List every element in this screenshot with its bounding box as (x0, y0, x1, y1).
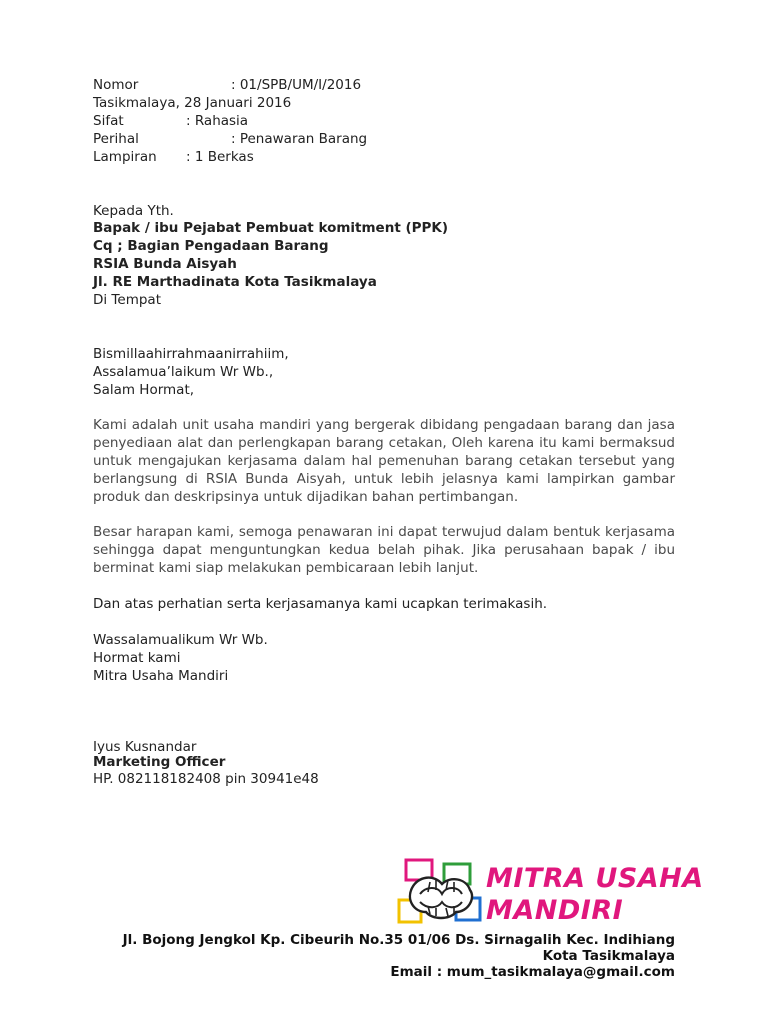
recipient-line-5: Di Tempat (93, 292, 161, 308)
footer-address: Jl. Bojong Jengkol Kp. Cibeurih No.35 01/06 Ds. Sirnagalih Kec. Indihiang (122, 932, 675, 948)
recipient-kepada: Kepada Yth. (93, 203, 174, 219)
date-line: Tasikmalaya, 28 Januari 2016 (93, 95, 292, 111)
closing-line-1: Wassalamualikum Wr Wb. (93, 632, 268, 648)
recipient-line-1: Bapak / ibu Pejabat Pembuat komitment (PPK) (93, 220, 449, 236)
logo-text-line-1: MITRA USAHA (486, 863, 704, 894)
hands-logo-icon (396, 858, 486, 928)
body-paragraph-2: Besar harapan kami, semoga penawaran ini dapat terwujud dalam bentuk kerjasama sehingga dapat menguntungkan kedua belah pihak. Jika perusahaan bapak / ibu berminat kami siap melakukan pembicaraan lebih lanjut. (93, 524, 675, 576)
recipient-line-3: RSIA Bunda Aisyah (93, 256, 237, 272)
body-paragraph-3: Dan atas perhatian serta kerjasamanya kami ucapkan terimakasih. (93, 596, 548, 612)
sifat-value: : Rahasia (186, 113, 249, 129)
recipient-line-4: Jl. RE Marthadinata Kota Tasikmalaya (93, 274, 377, 290)
recipient-line-2: Cq ; Bagian Pengadaan Barang (93, 238, 329, 254)
greeting-line-1: Bismillaahirrahmaanirrahiim, (93, 346, 289, 362)
signer-name: Iyus Kusnandar (93, 739, 197, 755)
nomor-value: : 01/SPB/UM/I/2016 (231, 77, 362, 93)
lampiran-label: Lampiran (93, 149, 157, 165)
body-paragraph-1: Kami adalah unit usaha mandiri yang bergerak dibidang pengadaan barang dan jasa penyediaan alat dan perlengkapan barang cetakan, Oleh karena itu kami bermaksud untuk mengajukan kerjasama dalam hal pemenuhan barang cetakan tersebut yang berlangsung di RSIA Bunda Aisyah, untuk lebih jelasnya kami lampirkan gambar produk dan deskripsinya untuk dijadikan bahan pertimbangan. (93, 417, 675, 505)
perihal-value: : Penawaran Barang (231, 131, 368, 147)
logo-text-line-2: MANDIRI (486, 895, 624, 926)
closing-line-3: Mitra Usaha Mandiri (93, 668, 229, 684)
greeting-line-2: Assalamua’laikum Wr Wb., (93, 364, 274, 380)
signer-phone: HP. 082118182408 pin 30941e48 (93, 771, 319, 787)
sifat-label: Sifat (93, 113, 124, 129)
signer-title: Marketing Officer (93, 754, 226, 770)
nomor-label: Nomor (93, 77, 139, 93)
lampiran-value: : 1 Berkas (186, 149, 254, 165)
perihal-label: Perihal (93, 131, 139, 147)
closing-line-2: Hormat kami (93, 650, 181, 666)
footer-email[interactable]: Email : mum_tasikmalaya@gmail.com (390, 964, 675, 980)
greeting-line-3: Salam Hormat, (93, 382, 195, 398)
footer-city: Kota Tasikmalaya (542, 948, 675, 964)
